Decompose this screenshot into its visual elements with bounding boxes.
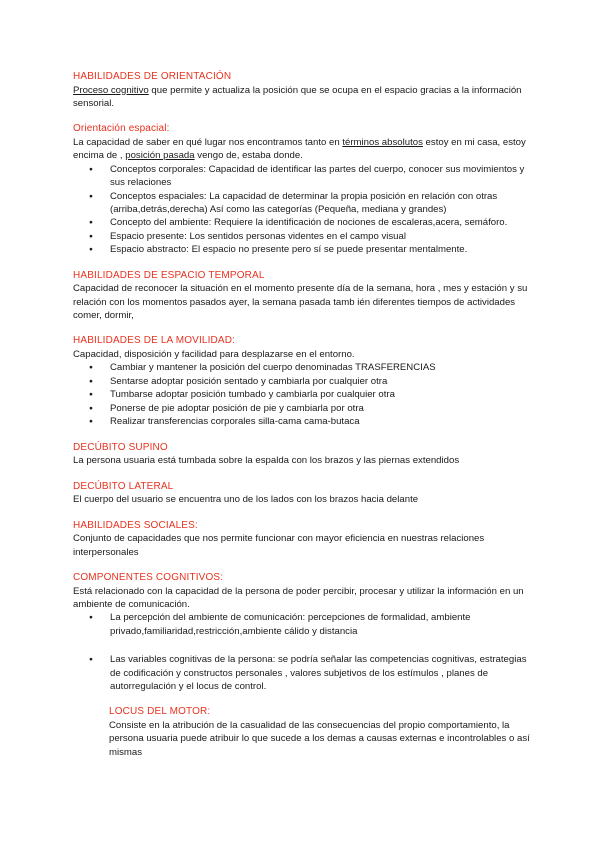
text-segment: vengo de, estaba donde. <box>194 150 303 162</box>
paragraph-orientacion <box>73 84 533 111</box>
list-item: ● Tumbarse adoptar posición tumbado y cambiarla por cualquier otra <box>73 388 533 401</box>
paragraph-cognitivos: Está relacionado con la capacidad de la persona de poder percibir, procesar y utilizar la información en un ambiente de comunicación. <box>73 585 524 610</box>
term-proceso-cognitivo: Proceso cognitivo <box>73 84 149 96</box>
paragraph-espacial <box>73 136 533 163</box>
paragraph-lateral: El cuerpo del usuario se encuentra uno de los lados con los brazos hacia delante <box>73 494 419 506</box>
list-item: ● Realizar transferencias corporales silla-cama cama-butaca <box>73 415 533 428</box>
paragraph-locus: Consiste en la atribución de la casualidad de las consecuencias del propio comportamiento, la persona usuaria puede atribuir lo que sucede a los demas a causas externas e incontrolables o así mismas <box>109 719 530 758</box>
heading-locus-motor: LOCUS DEL MOTOR: <box>109 706 211 718</box>
text-segment: estoy en mi casa, estoy encima de , <box>73 137 526 162</box>
heading-movilidad: HABILIDADES DE LA MOVILIDAD: <box>73 335 236 347</box>
list-item: ● Espacio abstracto: El espacio no presente pero sí se puede presentar mentalmente. <box>73 243 533 256</box>
paragraph-supino: La persona usuaria está tumbada sobre la espalda con los brazos y las piernas extendidos <box>73 455 460 467</box>
term-posicion-pasada: posición pasada <box>125 150 195 162</box>
list-espacial <box>73 163 533 257</box>
list-item: ● Cambiar y mantener la posición del cuerpo denominadas TRASFERENCIAS <box>73 361 533 374</box>
list-item: ● Espacio presente: Los sentidos personas videntes en el campo visual <box>73 230 533 243</box>
heading-decubito-supino: DECÚBITO SUPINO <box>73 441 168 453</box>
heading-espacio-temporal: HABILIDADES DE ESPACIO TEMPORAL <box>73 269 265 281</box>
list-movilidad <box>73 361 533 428</box>
heading-componentes-cognitivos: COMPONENTES COGNITIVOS: <box>73 571 224 583</box>
locus-section <box>73 705 533 759</box>
paragraph-orientacion-rest: que permite y actualiza la posición que se ocupa en el espacio gracias a la información sensorial. <box>73 84 522 109</box>
list-item: ● Conceptos corporales: Capacidad de identificar las partes del cuerpo, conocer sus movimientos y sus relaciones <box>73 163 533 190</box>
text-segment: La capacidad de saber en qué lugar nos encontramos tanto en <box>73 137 343 148</box>
paragraph-sociales: Conjunto de capacidades que nos permite funcionar con mayor eficiencia en nuestras relaciones interpersonales <box>73 533 485 558</box>
document-page <box>73 70 533 759</box>
heading-habilidades-sociales: HABILIDADES SOCIALES: <box>73 519 198 531</box>
list-item: ● La percepción del ambiente de comunicación: percepciones de formalidad, ambiente privado,familiaridad,restricción,ambiente cálido y distancia <box>73 611 533 638</box>
heading-orientacion-espacial: Orientación espacial: <box>73 123 170 135</box>
list-item: ● Sentarse adoptar posición sentado y cambiarla por cualquier otra <box>73 375 533 388</box>
list-item: ● Las variables cognitivas de la persona: se podría señalar las competencias cognitivas, estrategias de codificación y constructos personales , valores subjetivos de los estímulos , planes de autorregulación y el locus de control. <box>73 653 533 693</box>
paragraph-movilidad: Capacidad, disposición y facilidad para desplazarse en el entorno. <box>73 349 355 361</box>
list-cognitivos-2 <box>73 653 533 693</box>
list-cognitivos <box>73 611 533 638</box>
paragraph-temporal: Capacidad de reconocer la situación en el momento presente día de la semana, hora , mes y estación y su relación con los momentos pasados ayer, la semana pasada tamb ién diferentes tiempos de actividades comer, dormir, <box>73 283 528 322</box>
list-item: ● Concepto del ambiente: Requiere la identificación de nociones de escaleras,acera, semáforo. <box>73 216 533 229</box>
term-terminos-absolutos: términos absolutos <box>342 137 423 148</box>
heading-decubito-lateral: DECÚBITO LATERAL <box>73 480 174 492</box>
list-item: ● Ponerse de pie adoptar posición de pie y cambiarla por otra <box>73 402 533 415</box>
list-item: ● Conceptos espaciales: La capacidad de determinar la propia posición en relación con otras (arriba,detrás,derecha) Así como las categorías (Pequeña, mediana y grandes) <box>73 190 533 217</box>
heading-orientacion: HABILIDADES DE ORIENTACIÓN <box>73 71 232 82</box>
